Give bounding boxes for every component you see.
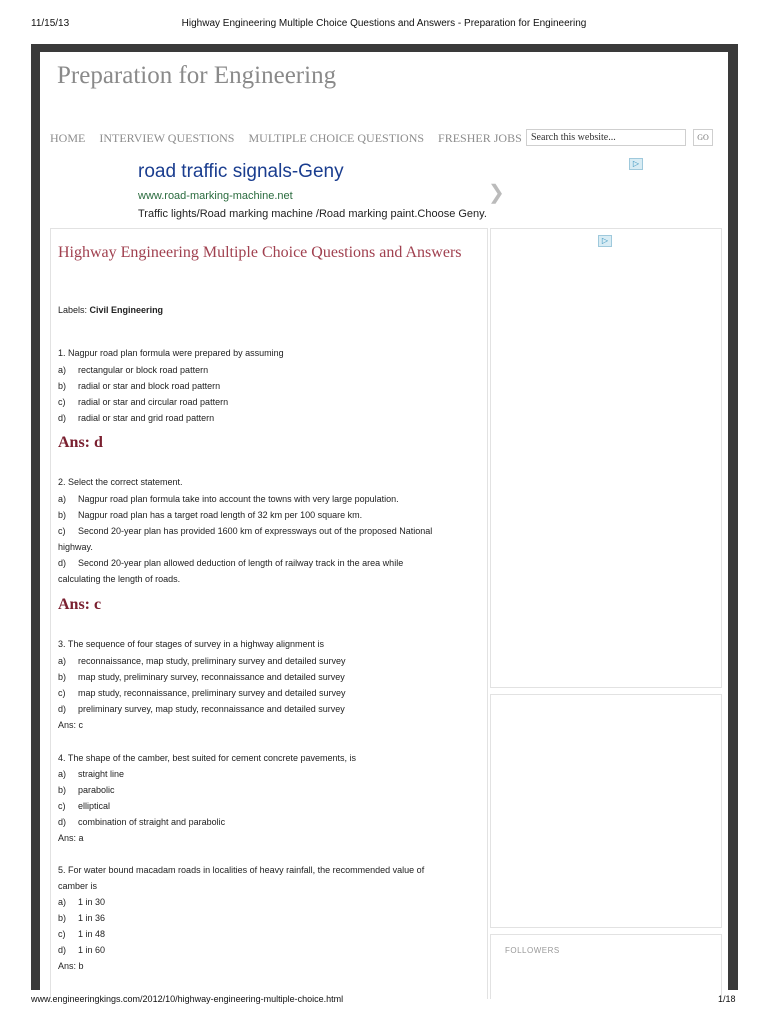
option-4c: c) elliptical: [58, 801, 111, 811]
post-labels: [58, 305, 163, 315]
sidebar-adchoices-icon[interactable]: ▷: [598, 235, 612, 247]
answer-3: Ans: c: [58, 720, 84, 730]
ad-title-link[interactable]: road traffic signals-Geny: [138, 161, 344, 182]
option-2b: b) Nagpur road plan has a target road length of 32 km per 100 square km.: [58, 510, 363, 520]
nav-item-multiple-choice-questions[interactable]: MULTIPLE CHOICE QUESTIONS: [248, 131, 425, 145]
option-4d: d) combination of straight and parabolic: [58, 817, 226, 827]
option-3d: d) preliminary survey, map study, reconnaissance and detailed survey: [58, 704, 345, 714]
search-input[interactable]: Search this website...: [526, 129, 686, 146]
nav-item-interview-questions[interactable]: INTERVIEW QUESTIONS: [99, 131, 235, 145]
option-3a: a) reconnaissance, map study, preliminary survey and detailed survey: [58, 656, 346, 666]
option-3b: b) map study, preliminary survey, reconnaissance and detailed survey: [58, 672, 345, 682]
post-container: [50, 228, 488, 999]
option-5b: b) 1 in 36: [58, 913, 106, 923]
option-2a: a) Nagpur road plan formula take into account the towns with very large population.: [58, 494, 399, 504]
nav-item-home[interactable]: HOME: [50, 131, 86, 145]
sidebar-followers-box: [490, 934, 722, 999]
sidebar-ad-box: [490, 228, 722, 688]
option-1a: a) rectangular or block road pattern: [58, 365, 209, 375]
option-5c: c) 1 in 48: [58, 929, 106, 939]
option-2c: c) Second 20-year plan has provided 1600 km of expressways out of the proposed National: [58, 526, 433, 536]
question-4: 4. The shape of the camber, best suited for cement concrete pavements, is: [58, 753, 356, 763]
option-2d: d) Second 20-year plan allowed deduction of length of railway track in the area while: [58, 558, 404, 568]
sidebar-widget-box: [490, 694, 722, 928]
option-5a: a) 1 in 30: [58, 897, 106, 907]
main-nav: [50, 131, 533, 146]
ad-arrow-icon[interactable]: ❯: [488, 182, 505, 204]
question-5: 5. For water bound macadam roads in localities of heavy rainfall, the recommended value of: [58, 865, 425, 875]
label-link-civil-engineering[interactable]: Civil Engineering: [89, 305, 164, 315]
search-go-button[interactable]: GO: [693, 129, 713, 146]
nav-item-fresher-jobs[interactable]: FRESHER JOBS: [438, 131, 522, 145]
option-2c-cont: highway.: [58, 542, 93, 552]
option-2d-cont: calculating the length of roads.: [58, 574, 181, 584]
answer-1: Ans: d: [58, 434, 103, 451]
labels-prefix: Labels:: [58, 305, 88, 315]
option-1d: d) radial or star and grid road pattern: [58, 413, 215, 423]
answer-5: Ans: b: [58, 961, 84, 971]
print-page-title: Highway Engineering Multiple Choice Questions and Answers - Preparation for Engineering: [181, 18, 587, 29]
option-4a: a) straight line: [58, 769, 125, 779]
question-3: 3. The sequence of four stages of survey in a highway alignment is: [58, 639, 324, 649]
question-5-cont: camber is: [58, 881, 98, 891]
ad-url-link[interactable]: www.road-marking-machine.net: [138, 190, 293, 202]
option-1c: c) radial or star and circular road pattern: [58, 397, 229, 407]
print-footer-url: www.engineeringkings.com/2012/10/highway-engineering-multiple-choice.html: [31, 994, 344, 1004]
adchoices-icon[interactable]: ▷: [629, 158, 643, 170]
site-title[interactable]: Preparation for Engineering: [57, 62, 337, 89]
followers-heading: FOLLOWERS: [505, 946, 560, 955]
question-1: 1. Nagpur road plan formula were prepared by assuming: [58, 348, 284, 358]
question-2: 2. Select the correct statement.: [58, 477, 183, 487]
answer-4: Ans: a: [58, 833, 84, 843]
option-4b: b) parabolic: [58, 785, 115, 795]
print-footer: [0, 994, 768, 1008]
option-1b: b) radial or star and block road pattern: [58, 381, 221, 391]
print-date: 11/15/13: [31, 18, 70, 29]
option-3c: c) map study, reconnaissance, preliminary survey and detailed survey: [58, 688, 346, 698]
print-header: [0, 18, 768, 34]
post-title[interactable]: Highway Engineering Multiple Choice Questions and Answers: [58, 244, 462, 261]
option-5d: d) 1 in 60: [58, 945, 106, 955]
ad-description: Traffic lights/Road marking machine /Road marking paint.Choose Geny.: [138, 208, 487, 220]
print-page-number: 1/18: [718, 994, 736, 1004]
answer-2: Ans: c: [58, 596, 102, 613]
